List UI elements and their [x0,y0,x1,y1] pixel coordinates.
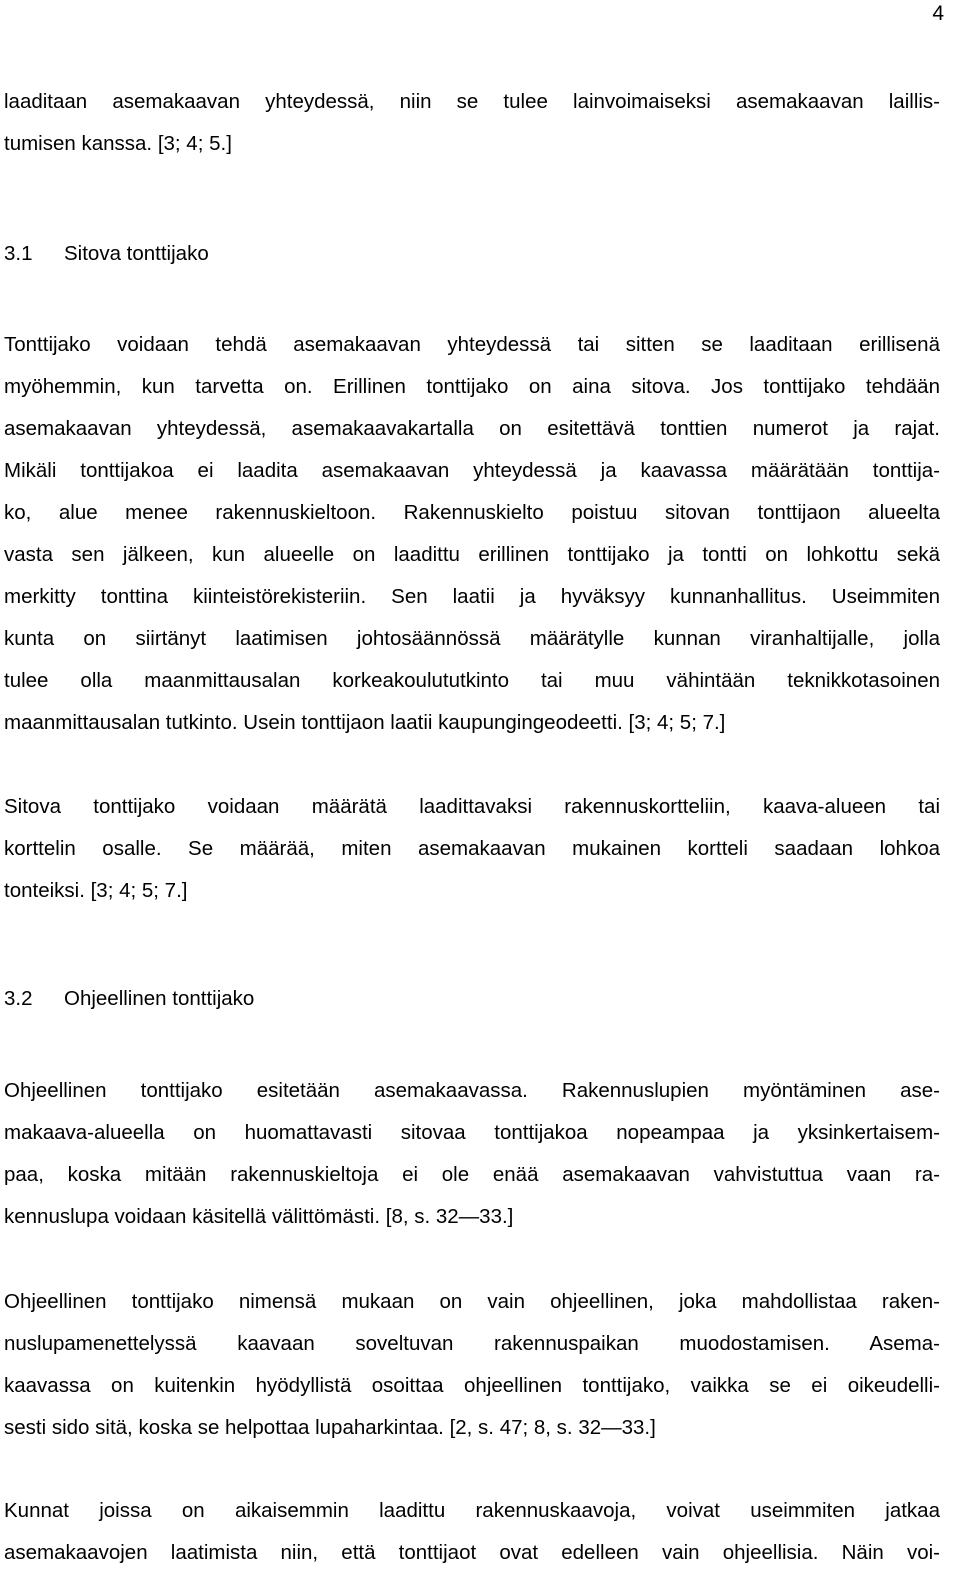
text-line: Kunnat joissa on aikaisemmin laadittu rakennuskaavoja, voivat useimmiten jatkaa [4,1499,940,1522]
text-line: sesti sido sitä, koska se helpottaa lupaharkintaa. [2, s. 47; 8, s. 32—33.] [4,1416,656,1439]
text-line: tumisen kanssa. [3; 4; 5.] [4,132,232,155]
text-line: Ohjeellinen tonttijako nimensä mukaan on vain ohjeellinen, joka mahdollistaa raken- [4,1290,940,1313]
section-number: 3.2 [4,987,33,1010]
section-heading-3-1 [4,240,209,268]
text-line: ko, alue menee rakennuskieltoon. Rakennuskielto poistuu sitovan tonttijaon alueelta [4,501,940,524]
text-line: tulee olla maanmittausalan korkeakoulututkinto tai muu vähintään teknikkotasoinen [4,669,940,692]
section-title: Sitova tonttijako [64,242,209,265]
text-line: makaava-alueella on huomattavasti sitovaa tonttijakoa nopeampaa ja yksinkertaisem- [4,1121,940,1144]
text-line: maanmittausalan tutkinto. Usein tonttijaon laatii kaupungingeodeetti. [3; 4; 5; 7.] [4,711,726,734]
text-line: myöhemmin, kun tarvetta on. Erillinen tonttijako on aina sitova. Jos tonttijako tehdään [4,375,940,398]
section-title: Ohjeellinen tonttijako [64,987,255,1010]
page-number: 4 [932,2,944,25]
text-line: kennuslupa voidaan käsitellä välittömästi. [8, s. 32—33.] [4,1205,514,1228]
text-line: kaavassa on kuitenkin hyödyllistä osoittaa ohjeellinen tonttijako, vaikka se ei oikeudelli- [4,1374,940,1397]
text-line: Ohjeellinen tonttijako esitetään asemakaavassa. Rakennuslupien myöntäminen ase- [4,1079,940,1102]
text-line: Mikäli tonttijakoa ei laadita asemakaavan yhteydessä ja kaavassa määrätään tonttija- [4,459,940,482]
text-line: merkitty tonttina kiinteistörekisteriin. Sen laatii ja hyväksyy kunnanhallitus. Useimmiten [4,585,940,608]
text-line: kunta on siirtänyt laatimisen johtosäännössä määrätylle kunnan viranhaltijalle, jolla [4,627,940,650]
text-line: asemakaavan yhteydessä, asemakaavakartalla on esitettävä tonttien numerot ja rajat. [4,417,940,440]
text-line: paa, koska mitään rakennuskieltoja ei ole enää asemakaavan vahvistuttua vaan ra- [4,1163,940,1186]
text-line: Sitova tonttijako voidaan määrätä laadittavaksi rakennuskortteliin, kaava-alueen tai [4,795,940,818]
text-line: nuslupamenettelyssä kaavaan soveltuvan rakennuspaikan muodostamisen. Asema- [4,1332,940,1355]
section-heading-3-2 [4,985,254,1013]
section-number: 3.1 [4,242,33,265]
text-line: laaditaan asemakaavan yhteydessä, niin se tulee lainvoimaiseksi asemakaavan laillis- [4,90,940,113]
text-line: tonteiksi. [3; 4; 5; 7.] [4,879,188,902]
text-line: vasta sen jälkeen, kun alueelle on laadittu erillinen tonttijako ja tontti on lohkottu sekä [4,543,940,566]
text-line: korttelin osalle. Se määrää, miten asemakaavan mukainen kortteli saadaan lohkoa [4,837,940,860]
text-line: asemakaavojen laatimista niin, että tonttijaot ovat edelleen vain ohjeellisia. Näin voi- [4,1541,940,1564]
text-line: Tonttijako voidaan tehdä asemakaavan yhteydessä tai sitten se laaditaan erillisenä [4,333,940,356]
